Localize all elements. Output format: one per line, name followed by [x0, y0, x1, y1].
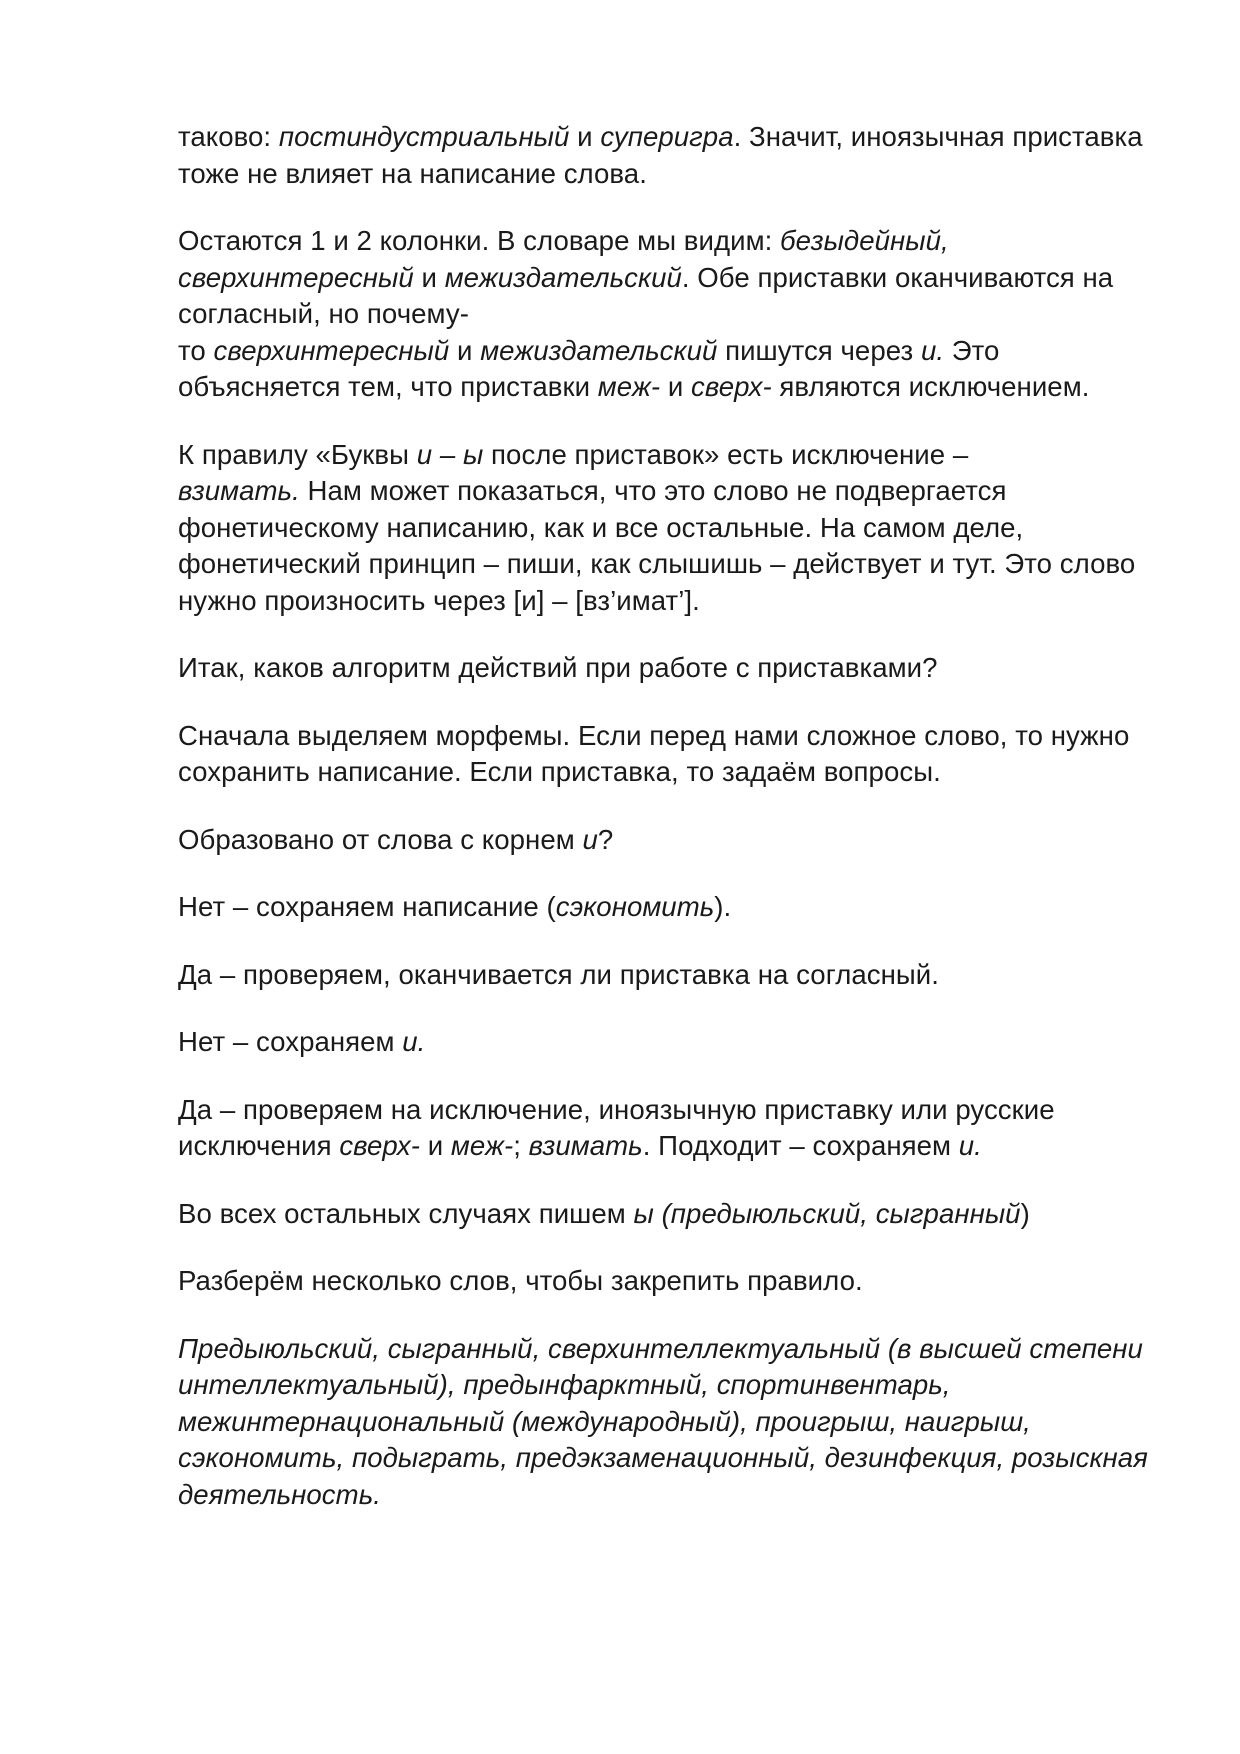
- text-run: Итак, каков алгоритм действий при работе с приставками?: [178, 652, 938, 683]
- text-run: ): [1020, 1197, 1030, 1229]
- italic-text-run: безыдейный, сверхинтересный: [178, 225, 949, 293]
- text-run: Разберём несколько слов, чтобы закрепить правило.: [178, 1265, 863, 1296]
- text-run: ;: [513, 1130, 529, 1161]
- text-run: и: [419, 1130, 451, 1161]
- italic-text-run: меж-: [597, 371, 661, 402]
- text-run: Да – проверяем на исключение, иноязычную приставку или русские исключения: [178, 1093, 1055, 1161]
- text-run: ?: [597, 823, 614, 855]
- italic-text-run: Предыюльский, сыгранный, сверхинтеллектуальный (в высшей степени интеллектуальный), предынфарктный, спортинвентарь, межинтернациональный (международный), проигрыш, наигрыш, сэкономить, подыграть, предэкзаменационный, дезинфекция, розыскная деятельность.: [178, 1332, 1148, 1510]
- text-run: Нам может показаться, что это слово не подвергается фонетическому написанию, как и все остальные. На самом деле, фонетический принцип – пиши, как слышишь – действует и тут. Это слово нужно произносить через [и] – [вз’имат’].: [178, 475, 1136, 616]
- text-run: . Обе приставки оканчиваются на согласный, но почему-: [178, 261, 1114, 329]
- paragraph: [178, 650, 1153, 687]
- text-run: пишутся через: [717, 334, 921, 366]
- italic-text-run: межиздательский: [480, 334, 718, 366]
- italic-text-run: ы (предыюльский, сыгранный: [633, 1197, 1021, 1229]
- text-run: таково:: [178, 121, 279, 152]
- italic-text-run: меж-: [450, 1130, 514, 1161]
- italic-text-run: суперигра: [600, 121, 734, 152]
- text-run: после приставок» есть исключение –: [483, 438, 969, 470]
- paragraph: [178, 1092, 1153, 1165]
- italic-text-run: взимать.: [178, 475, 300, 506]
- text-run: Образовано от слова с корнем: [178, 823, 583, 855]
- text-run: Нет – сохраняем: [178, 1026, 403, 1057]
- text-run: являются исключением.: [771, 371, 1090, 402]
- paragraph: [178, 957, 1153, 994]
- text-run: то: [178, 334, 214, 366]
- text-run: и: [569, 121, 601, 152]
- text-run: . Подходит – сохраняем: [642, 1130, 959, 1161]
- text-run: ).: [714, 891, 732, 922]
- paragraph: [178, 718, 1153, 791]
- page-body: [178, 119, 1153, 1544]
- text-run: Да – проверяем, оканчивается ли приставка на согласный.: [178, 958, 939, 990]
- text-run: Во всех остальных случаях пишем: [178, 1197, 634, 1229]
- italic-text-run: и: [582, 823, 598, 855]
- paragraph: [178, 223, 1153, 406]
- text-run: и: [660, 371, 692, 402]
- italic-text-run: и.: [402, 1026, 426, 1057]
- paragraph: [178, 822, 1153, 859]
- paragraph: [178, 1024, 1153, 1061]
- italic-text-run: сверх-: [339, 1130, 420, 1161]
- italic-text-run: сэкономить: [555, 891, 715, 922]
- italic-text-run: постиндустриальный: [278, 121, 570, 152]
- italic-text-run: и – ы: [416, 438, 484, 470]
- paragraph: [178, 889, 1153, 926]
- italic-text-run: взимать: [528, 1130, 643, 1161]
- text-run: . Значит, иноязычная приставка тоже не влияет на написание слова.: [178, 121, 1143, 189]
- paragraph: [178, 119, 1153, 192]
- paragraph: [178, 1196, 1153, 1233]
- text-run: Это объясняется тем, что приставки: [178, 334, 1000, 402]
- text-run: и: [413, 261, 445, 293]
- paragraph: [178, 1263, 1153, 1300]
- text-run: и: [449, 334, 481, 366]
- italic-text-run: сверхинтересный: [213, 334, 450, 366]
- text-run: Сначала выделяем морфемы. Если перед нами сложное слово, то нужно сохранить написание. Если приставка, то задаём вопросы.: [178, 719, 1130, 787]
- italic-text-run: межиздательский: [444, 261, 682, 293]
- italic-text-run: и.: [920, 334, 945, 366]
- text-run: К правилу «Буквы: [178, 438, 417, 470]
- italic-text-run: сверх-: [691, 371, 772, 402]
- paragraph: [178, 1331, 1153, 1514]
- text-run: Нет – сохраняем написание (: [178, 891, 556, 922]
- text-run: Остаются 1 и 2 колонки. В словаре мы видим:: [178, 225, 781, 256]
- italic-text-run: и.: [958, 1130, 982, 1161]
- paragraph: [178, 437, 1153, 620]
